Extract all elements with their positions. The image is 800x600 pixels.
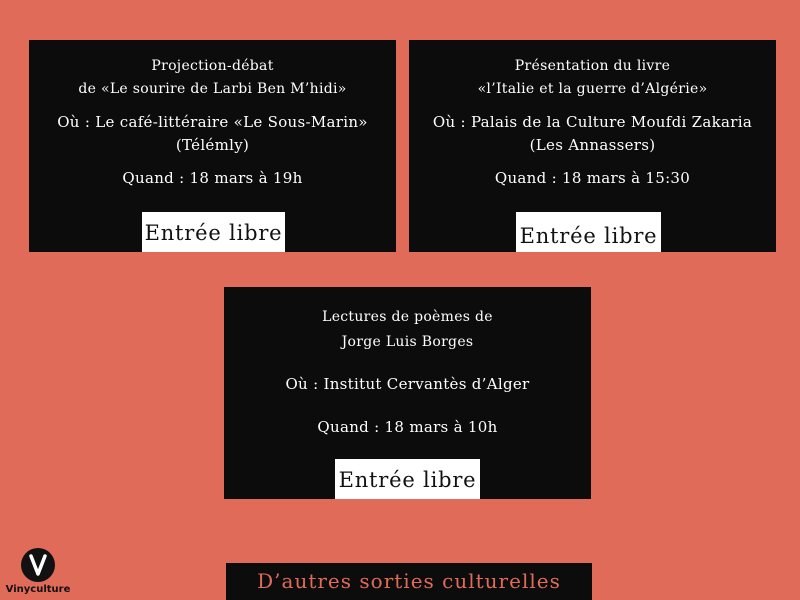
- event-title: Projection-débat: [151, 58, 274, 74]
- free-entry-button[interactable]: Entrée libre: [142, 212, 285, 252]
- event-subtitle: Jorge Luis Borges: [341, 334, 474, 350]
- event-location: Où : Le café-littéraire «Le Sous-Marin»: [57, 113, 368, 131]
- event-date: Quand : 18 mars à 15:30: [494, 169, 691, 187]
- more-outings-button[interactable]: D’autres sorties culturelles: [226, 563, 592, 600]
- logo-text: Vinyculture: [5, 584, 71, 595]
- event-date: Quand : 18 mars à 19h: [122, 169, 303, 187]
- event-title: Lectures de poèmes de: [322, 309, 493, 325]
- free-entry-button[interactable]: Entrée libre: [335, 459, 480, 499]
- event-title: Présentation du livre: [514, 58, 671, 74]
- vinyculture-logo: [5, 548, 71, 598]
- event-subtitle: de «Le sourire de Larbi Ben M’hidi»: [78, 81, 347, 97]
- event-location-detail: (Les Annassers): [529, 136, 656, 154]
- event-location: Où : Palais de la Culture Moufdi Zakaria: [432, 113, 753, 131]
- event-location-detail: (Télémly): [175, 136, 250, 154]
- free-entry-button[interactable]: Entrée libre: [516, 212, 661, 252]
- event-date: Quand : 18 mars à 10h: [317, 418, 498, 436]
- event-location: Où : Institut Cervantès d’Alger: [285, 375, 530, 393]
- event-card-book-presentation: [409, 40, 776, 252]
- event-card-poetry-reading: [224, 287, 591, 499]
- v-logo-icon: [21, 548, 55, 582]
- event-card-projection: [29, 40, 396, 252]
- event-subtitle: «l’Italie et la guerre d’Algérie»: [477, 81, 708, 97]
